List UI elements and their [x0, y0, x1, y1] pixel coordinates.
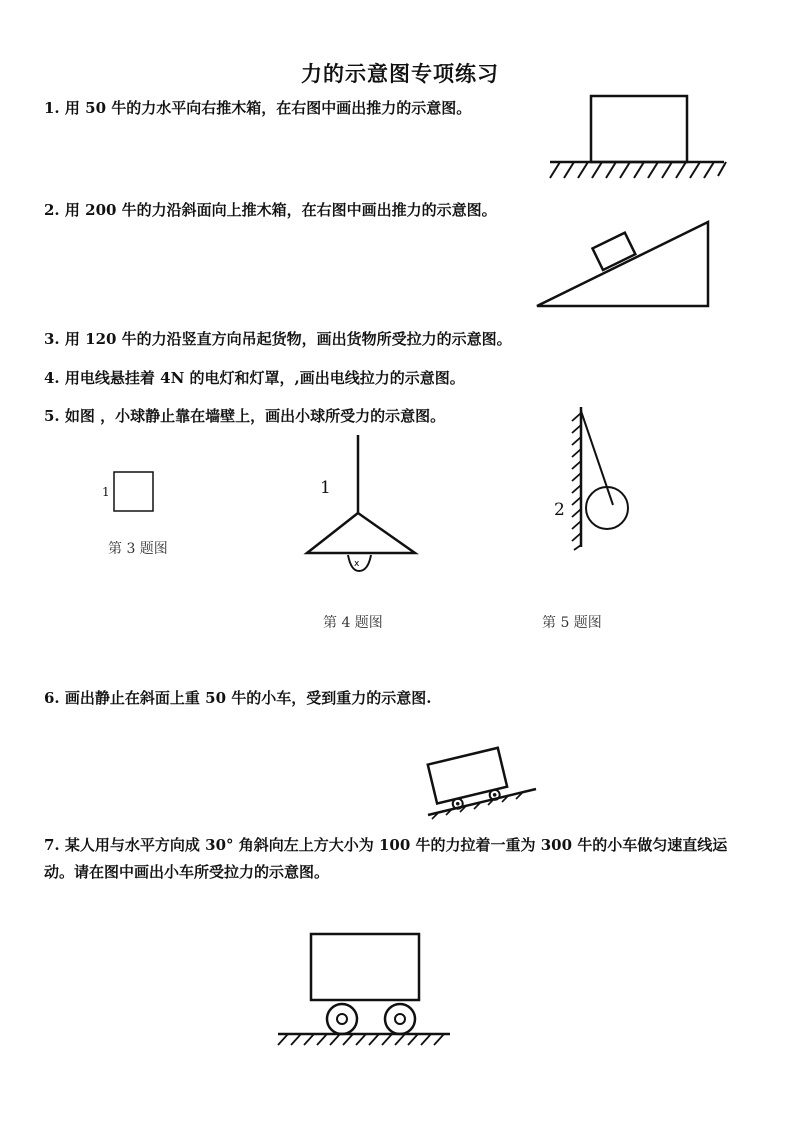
question-6 — [44, 685, 431, 712]
cart-body — [311, 934, 419, 1000]
figure-6-cart-on-incline — [424, 737, 540, 819]
question-number: 4. — [44, 369, 60, 387]
figure-4-hanging-lamp — [303, 435, 423, 575]
ground-hatching — [550, 162, 726, 178]
cart-wheel — [385, 1004, 415, 1034]
question-text: 用 50 牛的力水平向右推木箱，在右图中画出推力的示意图。 — [64, 99, 472, 117]
cargo-box — [114, 472, 153, 511]
page-title: 力的示意图专项练习 — [301, 61, 499, 86]
fig4-caption: 第 4 题图 — [323, 615, 383, 631]
cart-wheel — [327, 1004, 357, 1034]
wooden-box-on-incline — [592, 233, 635, 270]
wall-hatching — [572, 413, 581, 550]
question-3 — [44, 326, 512, 353]
light-bulb — [348, 555, 371, 571]
question-text: 画出静止在斜面上重 50 牛的小车，受到重力的示意图. — [64, 689, 432, 707]
fig5-point-label: 2 — [554, 500, 565, 520]
ball — [586, 487, 628, 529]
figure-3-cargo — [113, 471, 155, 513]
string — [581, 411, 613, 505]
question-text: 如图 ，小球静止靠在墙壁上，画出小球所受力的示意图。 — [64, 407, 446, 425]
fig3-point-label: 1 — [102, 485, 110, 499]
question-number: 7. — [44, 836, 60, 854]
svg-text:x: x — [354, 559, 360, 569]
question-1 — [44, 95, 471, 122]
question-5 — [44, 403, 445, 430]
lamp-shade — [307, 513, 415, 553]
question-number: 6. — [44, 689, 60, 707]
question-number: 3. — [44, 330, 60, 348]
figure-2-box-on-incline — [535, 218, 715, 310]
figure-1-box-on-ground — [548, 94, 728, 180]
figure-7-cart-on-ground — [274, 930, 454, 1048]
question-text: 用 200 牛的力沿斜面向上推木箱，在右图中画出推力的示意图。 — [64, 201, 497, 219]
question-7 — [44, 832, 744, 886]
fig3-caption: 第 3 题图 — [108, 541, 168, 557]
wooden-box — [591, 96, 687, 162]
question-2 — [44, 197, 497, 224]
ground-hatching — [278, 1034, 444, 1045]
question-text: 用电线悬挂着 4N 的电灯和灯罩，,画出电线拉力的示意图。 — [64, 369, 465, 387]
question-4 — [44, 365, 465, 392]
fig5-caption: 第 5 题图 — [542, 615, 602, 631]
question-number: 5. — [44, 407, 60, 425]
question-number: 2. — [44, 201, 60, 219]
question-text: 某人用与水平方向成 30° 角斜向左上方大小为 100 牛的力拉着一重为 300 牛的小车做匀速直线运动。请在图中画出小车所受拉力的示意图。 — [44, 836, 728, 881]
question-text: 用 120 牛的力沿竖直方向吊起货物，画出货物所受拉力的示意图。 — [64, 330, 512, 348]
fig4-point-label: 1 — [320, 478, 331, 498]
question-number: 1. — [44, 99, 60, 117]
figure-5-ball-on-wall — [566, 405, 636, 550]
